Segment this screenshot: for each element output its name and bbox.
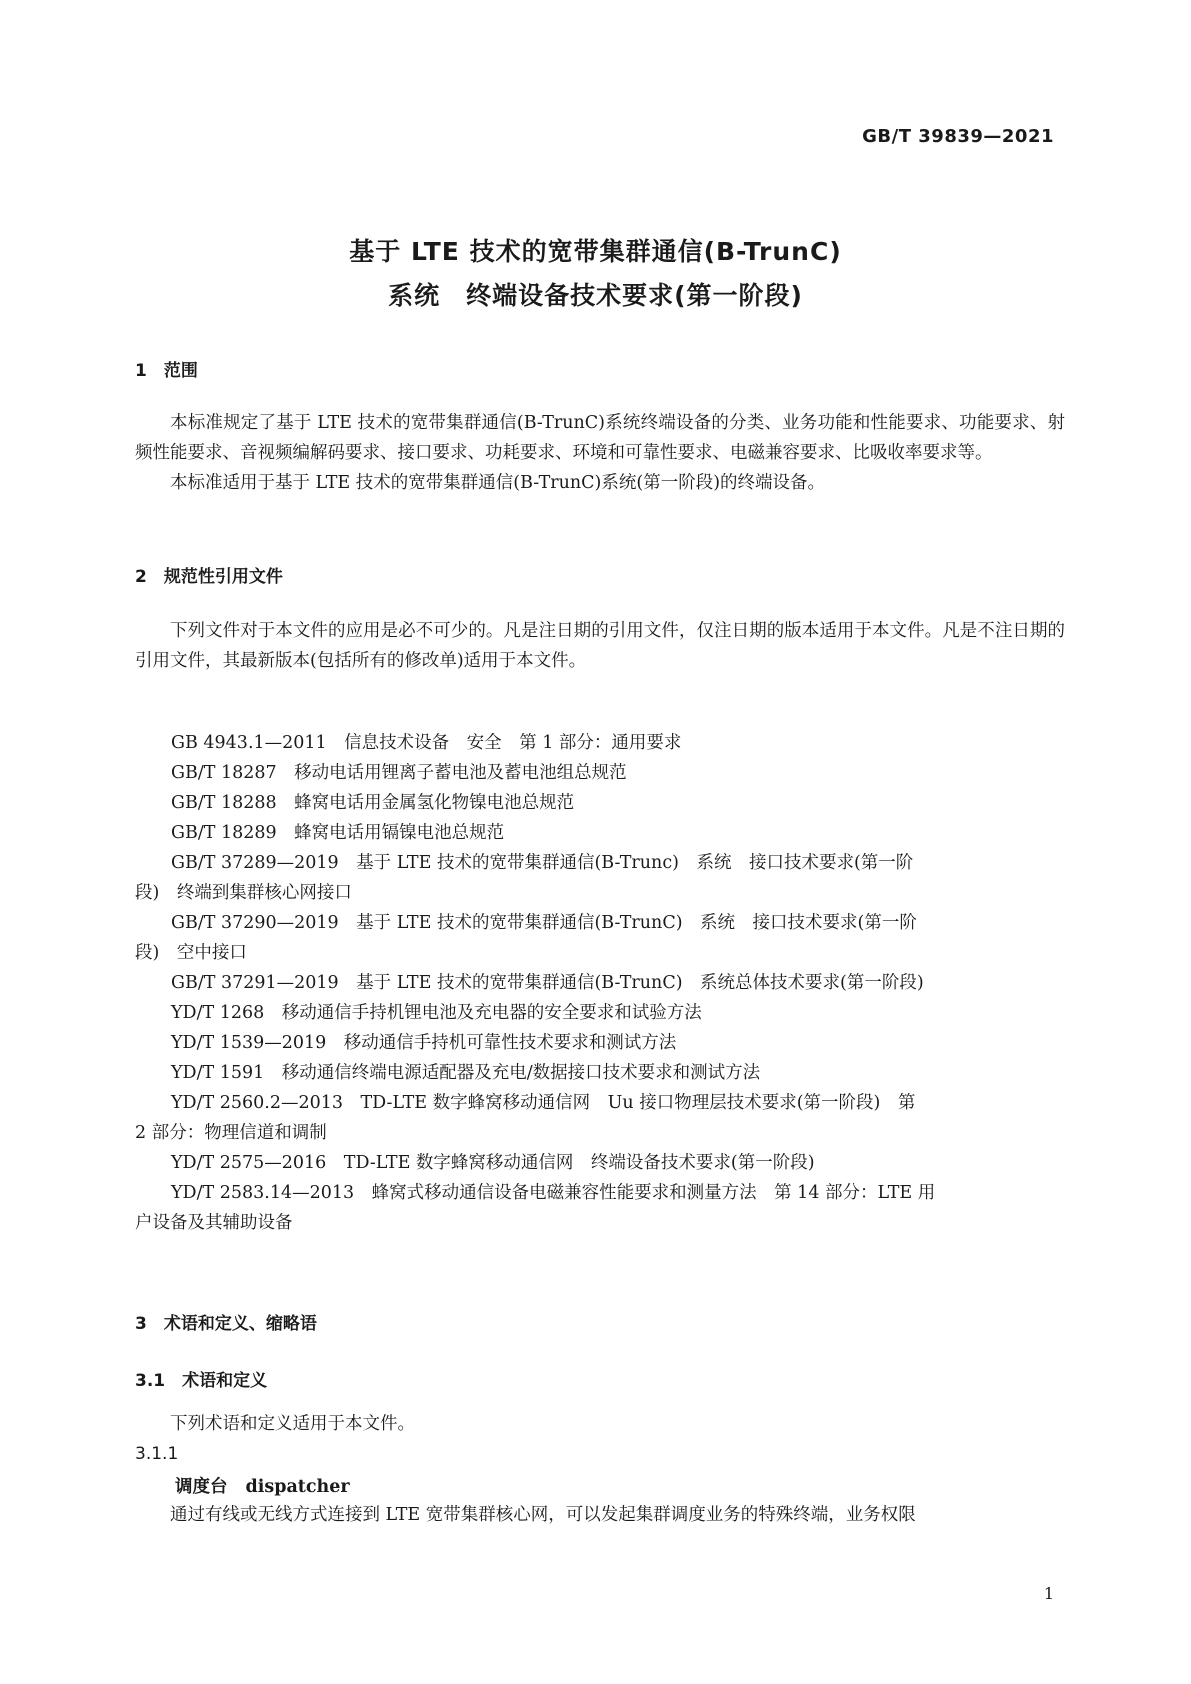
reference-item: GB/T 37290—2019 基于 LTE 技术的宽带集群通信(B-TrunC) 系统 接口技术要求(第一阶 xyxy=(171,913,917,933)
reference-item: YD/T 1591 移动通信终端电源适配器及充电/数据接口技术要求和测试方法 xyxy=(171,1063,761,1083)
reference-item: GB/T 37289—2019 基于 LTE 技术的宽带集群通信(B-Trunc) 系统 接口技术要求(第一阶 xyxy=(171,853,914,873)
reference-item-continued: 2 部分：物理信道和调制 xyxy=(135,1123,327,1143)
term-definition-text: 通过有线或无线方式连接到 LTE 宽带集群核心网，可以发起集群调度业务的特殊终端，业务权限 xyxy=(170,1505,916,1525)
reference-item-continued: 段) 终端到集群核心网接口 xyxy=(135,883,352,903)
section3-1-intro xyxy=(135,1409,1065,1439)
reference-item-continued: 户设备及其辅助设备 xyxy=(135,1213,293,1233)
section1-heading: 1 范围 xyxy=(135,361,198,381)
term-name xyxy=(175,1473,350,1498)
reference-item: YD/T 1268 移动通信手持机锂电池及充电器的安全要求和试验方法 xyxy=(171,1003,702,1023)
term-definition xyxy=(135,1500,1065,1530)
term-english: dispatcher xyxy=(245,1477,350,1497)
term-number: 3.1.1 xyxy=(135,1444,179,1464)
reference-item: GB/T 18287 移动电话用锂离子蓄电池及蓄电池组总规范 xyxy=(171,763,627,783)
section3-heading: 3 术语和定义、缩略语 xyxy=(135,1314,317,1334)
reference-item: YD/T 1539—2019 移动通信手持机可靠性技术要求和测试方法 xyxy=(171,1033,677,1053)
scope-paragraph-1: 本标准规定了基于 LTE 技术的宽带集群通信(B-TrunC)系统终端设备的分类、业务功能和性能要求、功能要求、射频性能要求、音视频编解码要求、接口要求、功耗要求、环境和可靠性要求、电磁兼容要求、比吸收率要求等。 xyxy=(135,413,1065,463)
scope-paragraph-2: 本标准适用于基于 LTE 技术的宽带集群通信(B-TrunC)系统(第一阶段)的终端设备。 xyxy=(170,473,826,493)
document-title-line2: 系统 终端设备技术要求(第一阶段) xyxy=(388,281,803,310)
reference-item: GB 4943.1—2011 信息技术设备 安全 第 1 部分：通用要求 xyxy=(171,733,682,753)
normative-intro-paragraph: 下列文件对于本文件的应用是必不可少的。凡是注日期的引用文件，仅注日期的版本适用于本文件。凡是不注日期的引用文件，其最新版本(包括所有的修改单)适用于本文件。 xyxy=(135,621,1065,671)
standard-number: GB/T 39839—2021 xyxy=(862,126,1054,147)
section1-body xyxy=(135,408,1065,498)
term-chinese: 调度台 xyxy=(175,1477,228,1497)
reference-item: YD/T 2560.2—2013 TD-LTE 数字蜂窝移动通信网 Uu 接口物理层技术要求(第一阶段) 第 xyxy=(171,1093,916,1113)
reference-item: GB/T 37291—2019 基于 LTE 技术的宽带集群通信(B-TrunC) 系统总体技术要求(第一阶段) xyxy=(171,973,924,993)
reference-list xyxy=(135,728,1065,1238)
terms-intro-paragraph: 下列术语和定义适用于本文件。 xyxy=(170,1414,415,1434)
reference-item-continued: 段) 空中接口 xyxy=(135,943,247,963)
section3-1-heading: 3.1 术语和定义 xyxy=(135,1371,268,1391)
reference-item: YD/T 2583.14—2013 蜂窝式移动通信设备电磁兼容性能要求和测量方法 第 14 部分：LTE 用 xyxy=(171,1183,936,1203)
section2-intro xyxy=(135,616,1065,676)
reference-item: GB/T 18288 蜂窝电话用金属氢化物镍电池总规范 xyxy=(171,793,575,813)
page-number: 1 xyxy=(1043,1584,1054,1603)
reference-item: YD/T 2575—2016 TD-LTE 数字蜂窝移动通信网 终端设备技术要求(第一阶段) xyxy=(171,1153,815,1173)
reference-item: GB/T 18289 蜂窝电话用镉镍电池总规范 xyxy=(171,823,505,843)
document-title-line1: 基于 LTE 技术的宽带集群通信(B-TrunC) xyxy=(349,237,842,266)
section2-heading: 2 规范性引用文件 xyxy=(135,567,283,587)
